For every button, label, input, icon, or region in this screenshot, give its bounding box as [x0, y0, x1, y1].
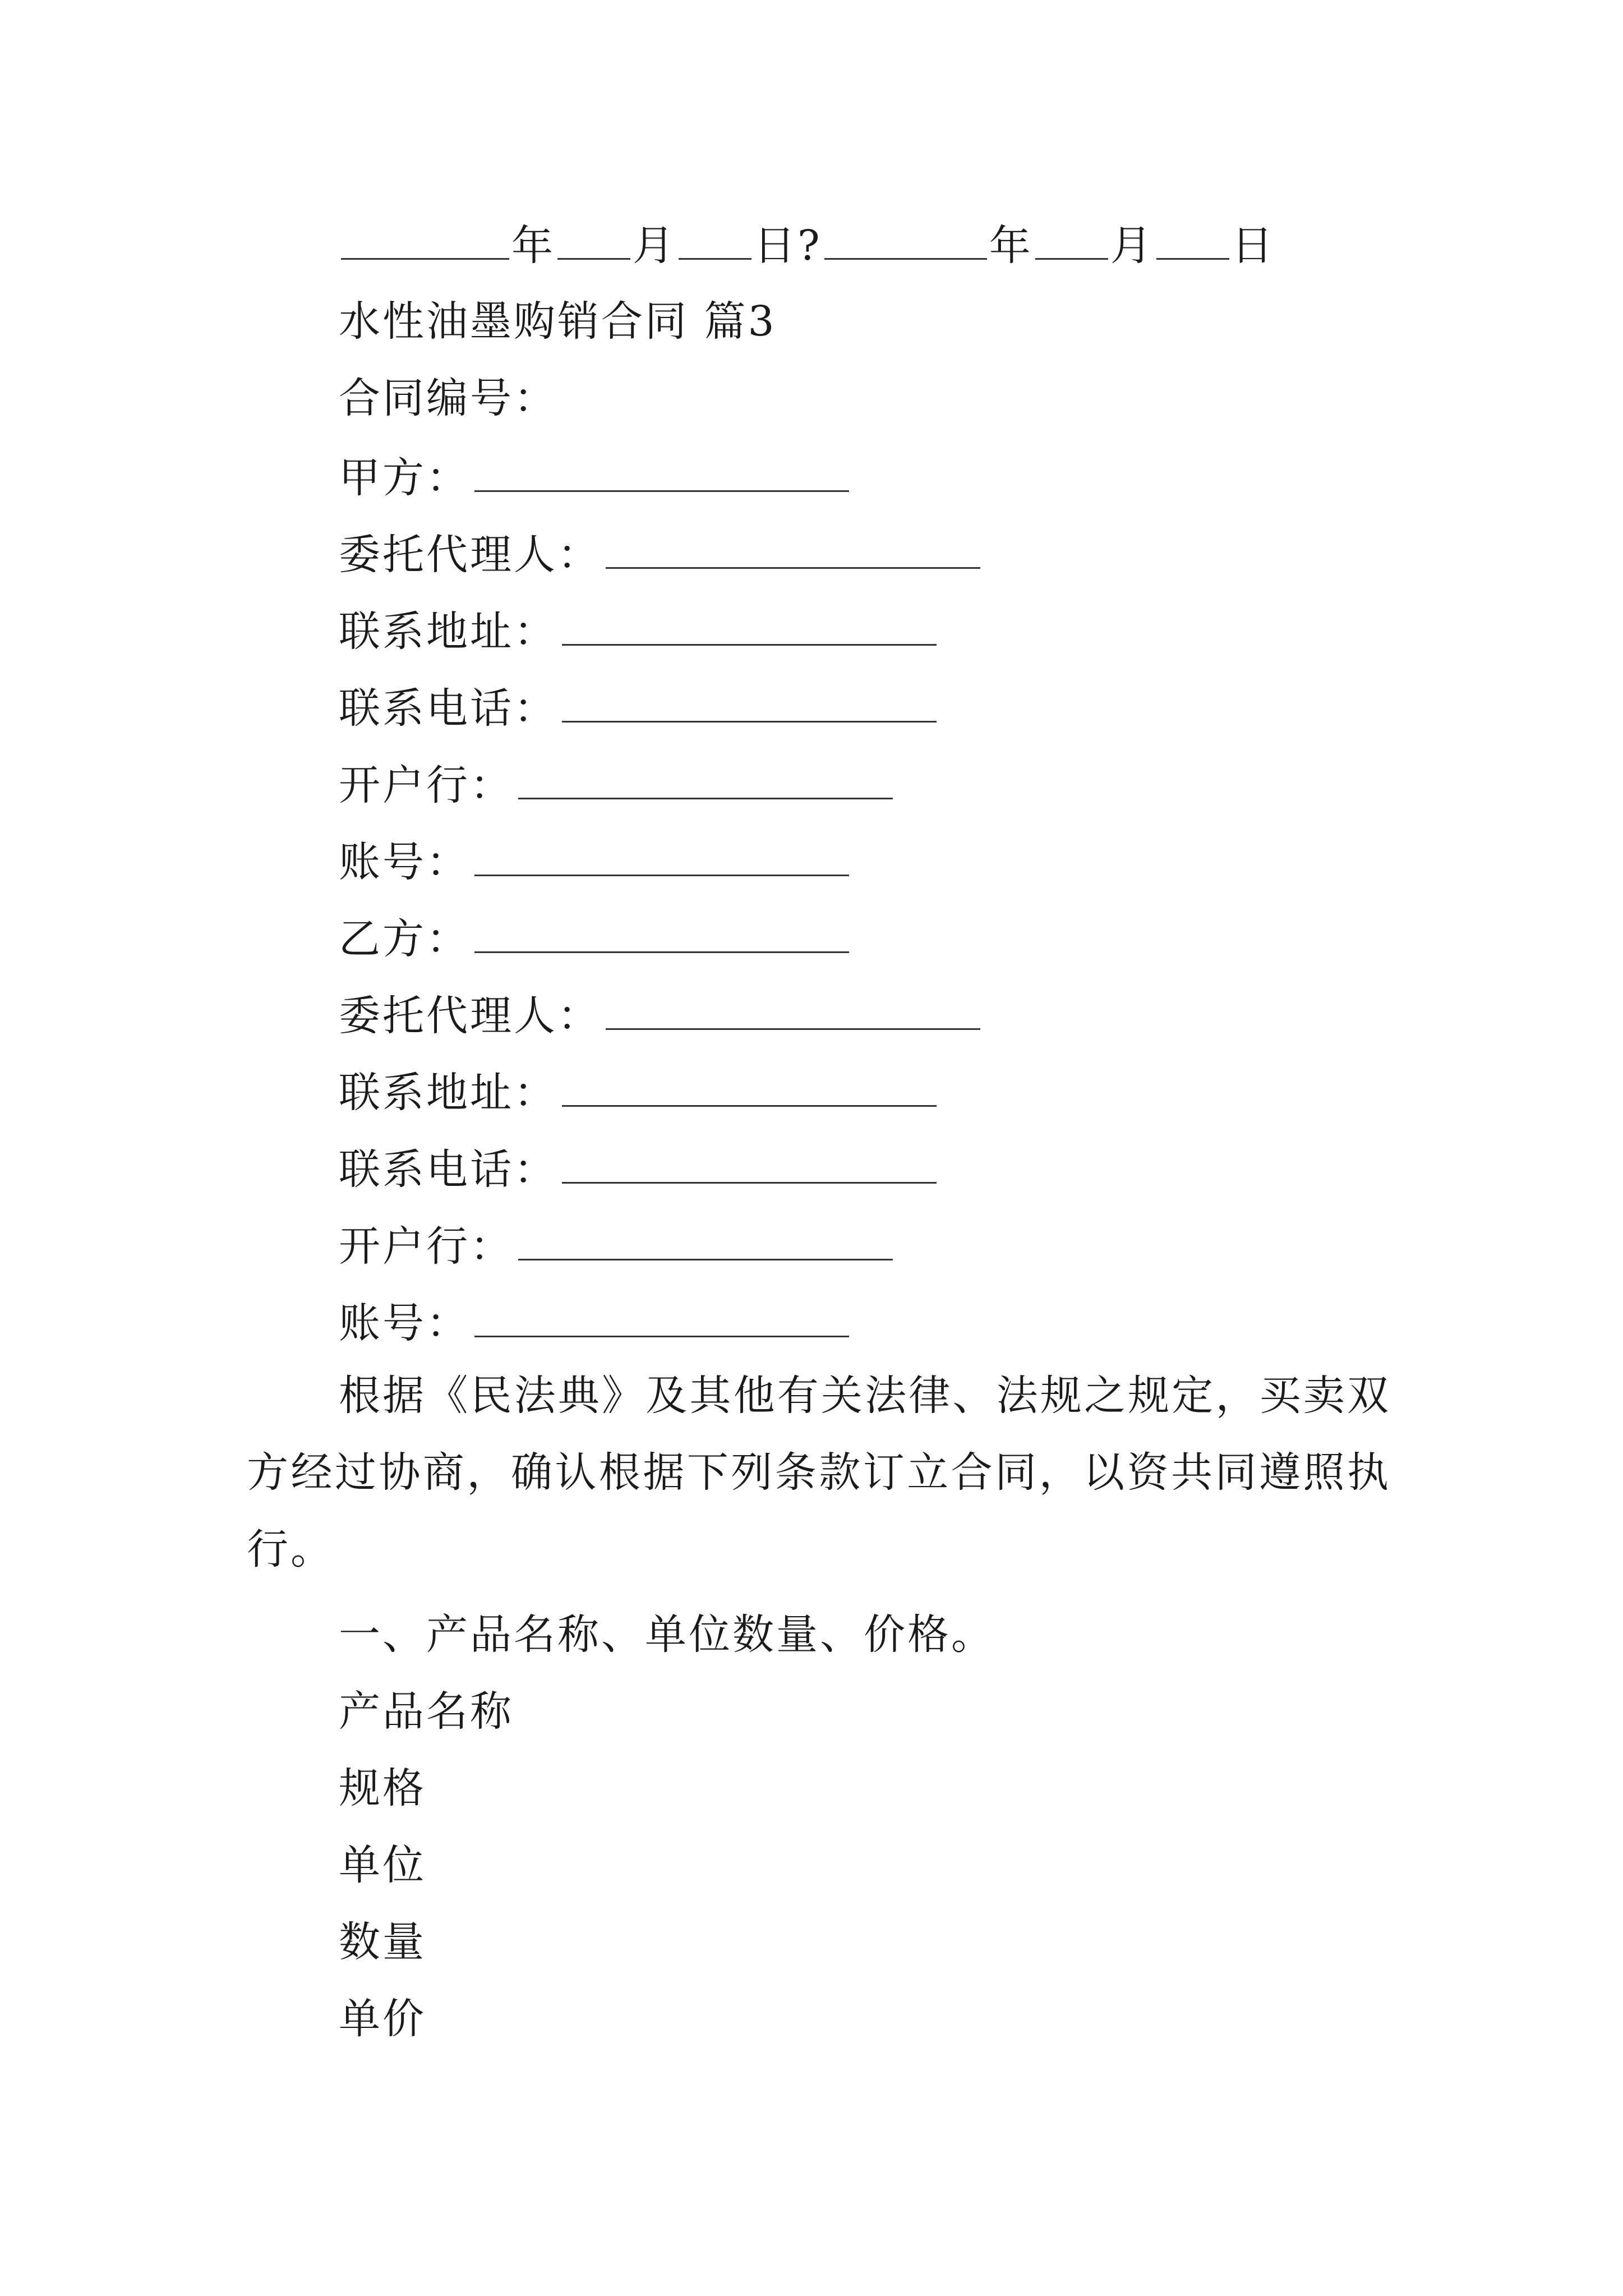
party-b-agent-field: [606, 992, 980, 1030]
party-a-account-field: [474, 839, 849, 876]
header-quantity: 数量: [339, 1918, 426, 1966]
party-a-account-row: [339, 838, 849, 886]
preamble-paragraph: 根据《民法典》及其他有关法律、法规之规定，买卖双方经过协商，确认根据下列条款订立合同，以资共同遵照执行。: [247, 1372, 1391, 1573]
party-a-name-label: 甲方：: [339, 454, 470, 502]
party-a-agent-row: [339, 531, 980, 579]
party-a-address-row: [339, 608, 937, 656]
party-b-bank-field: [518, 1223, 893, 1260]
party-a-phone-field: [562, 685, 937, 723]
party-b-phone-label: 联系电话：: [339, 1145, 557, 1194]
party-a-account-label: 账号：: [339, 838, 470, 886]
party-a-address-field: [562, 608, 937, 646]
party-b-agent-label: 委托代理人：: [339, 992, 601, 1040]
year-label-2: 年: [989, 222, 1033, 270]
party-b-account-row: [339, 1299, 849, 1347]
header-product-name: 产品名称: [339, 1687, 514, 1736]
party-b-agent-row: [339, 992, 980, 1040]
month-blank-1: [557, 223, 630, 260]
section-1-heading: 一、产品名称、单位数量、价格。: [339, 1611, 995, 1659]
party-a-agent-label: 委托代理人：: [339, 531, 601, 579]
party-b-phone-row: [339, 1145, 937, 1194]
year-label-1: 年: [511, 222, 555, 270]
party-b-name-label: 乙方：: [339, 915, 470, 963]
party-b-address-row: [339, 1069, 937, 1117]
document-title: 水性油墨购销合同 篇3: [339, 297, 777, 346]
year-blank-1: [341, 223, 509, 260]
day-label-2: 日: [1231, 222, 1275, 270]
party-b-bank-row: [339, 1222, 893, 1271]
party-b-address-field: [562, 1069, 937, 1107]
party-b-account-label: 账号：: [339, 1299, 470, 1347]
party-a-phone-label: 联系电话：: [339, 684, 557, 733]
party-b-phone-field: [562, 1146, 937, 1184]
header-unit: 单位: [339, 1841, 426, 1889]
header-specification: 规格: [339, 1764, 426, 1812]
party-a-name-field: [474, 454, 849, 492]
party-b-name-field: [474, 915, 849, 953]
day-label-1: 日?: [754, 222, 822, 270]
month-label-2: 月: [1110, 222, 1154, 270]
date-line: [339, 222, 1275, 270]
day-blank-2: [1156, 223, 1229, 260]
party-a-bank-label: 开户行：: [339, 761, 514, 809]
party-a-address-label: 联系地址：: [339, 608, 557, 656]
party-b-bank-label: 开户行：: [339, 1222, 514, 1271]
header-unit-price: 单价: [339, 1995, 426, 2043]
month-blank-2: [1035, 223, 1108, 260]
party-a-bank-row: [339, 761, 893, 809]
party-a-phone-row: [339, 684, 937, 733]
party-b-name-row: [339, 915, 849, 963]
party-a-name-row: [339, 454, 849, 502]
party-b-account-field: [474, 1300, 849, 1337]
year-blank-2: [824, 223, 987, 260]
month-label-1: 月: [633, 222, 676, 270]
party-a-agent-field: [606, 531, 980, 569]
contract-number-label: 合同编号：: [339, 374, 557, 422]
day-blank-1: [679, 223, 751, 260]
party-a-bank-field: [518, 762, 893, 799]
party-b-address-label: 联系地址：: [339, 1069, 557, 1117]
